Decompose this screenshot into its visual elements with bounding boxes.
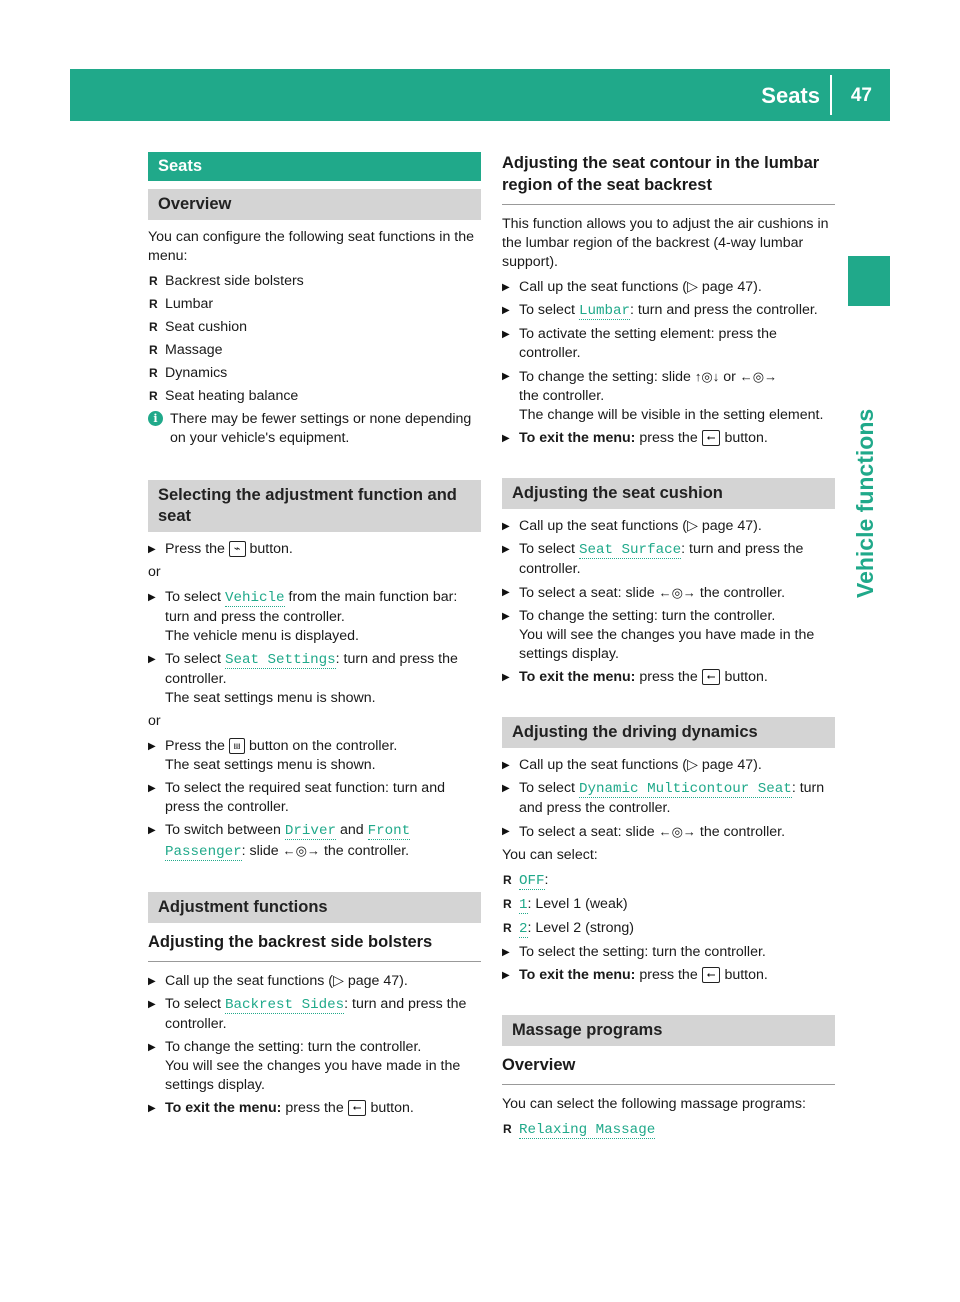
list-item: R OFF:: [502, 871, 835, 891]
chapter-tab: [848, 256, 890, 306]
header-divider: [830, 75, 832, 115]
left-column: [148, 152, 481, 1122]
info-note: [148, 410, 481, 448]
or-text: or: [148, 713, 161, 729]
info-icon: i: [148, 411, 163, 426]
chapter-label: Vehicle functions: [852, 408, 878, 598]
step: ▶ To change the setting: turn the controller. You will see the changes you have made in the settings display.: [502, 607, 835, 664]
step: ▶ To activate the setting element: press the controller.: [502, 325, 835, 363]
driving-dynamics-heading: Adjusting the driving dynamics: [502, 717, 835, 748]
step: ▶ To exit the menu: press the ⭠ button.: [502, 429, 835, 448]
list-item: R 1: Level 1 (weak): [502, 895, 835, 915]
seats-heading: Seats: [148, 152, 481, 181]
step: ▶ To exit the menu: press the ⭠ button.: [502, 966, 835, 985]
list-item: [502, 1120, 835, 1140]
slide-left-right-icon: ←◎→: [658, 824, 696, 839]
step: ▶ To select Backrest Sides: turn and press the controller.: [148, 995, 481, 1034]
menu-item-lumbar: Lumbar: [578, 303, 631, 319]
step: ▶ To select the required seat function: turn and press the controller.: [148, 779, 481, 817]
option-level-1: 1: [519, 897, 528, 913]
bolsters-heading: Adjusting the backrest side bolsters: [148, 931, 481, 962]
right-column: [502, 152, 835, 1144]
select-function-heading: Selecting the adjustment function and seat: [148, 480, 481, 532]
step: ▶ Call up the seat functions (▷ page 47).: [502, 517, 835, 536]
list-item: R Seat cushion: [148, 318, 481, 337]
step: ▶ To select the setting: turn the controller.: [502, 943, 835, 962]
header-bar: [70, 69, 890, 121]
step: ▶ To select Seat Surface: turn and press the controller.: [502, 540, 835, 579]
step: ▶ To select Vehicle from the main function bar: turn and press the controller. The vehicle menu is displayed.: [148, 588, 481, 646]
massage-intro: You can select the following massage programs:: [502, 1096, 806, 1112]
back-icon: ⭠: [702, 430, 721, 446]
slide-left-right-icon: ←◎→: [739, 369, 778, 384]
menu-item-vehicle: Vehicle: [224, 590, 285, 606]
step: ▶ Press the ⌁ button.: [148, 540, 481, 559]
step: ▶ To select Dynamic Multicontour Seat: turn and press the controller.: [502, 779, 835, 818]
adjustment-functions-heading: Adjustment functions: [148, 892, 481, 923]
menu-item-front-passenger: Front Passenger: [165, 823, 411, 860]
slide-up-down-icon: ↑◎↓: [694, 369, 720, 384]
option-level-2: 2: [519, 921, 528, 937]
back-icon: ⭠: [702, 669, 721, 685]
step: ▶ Press the ⩏ button on the controller. The seat settings menu is shown.: [148, 737, 481, 775]
info-note-text: There may be fewer settings or none depending on your vehicle's equipment.: [170, 411, 472, 446]
menu-item-backrest-sides: Backrest Sides: [224, 997, 345, 1013]
step: ▶ To select a seat: slide ←◎→ the controller.: [502, 822, 835, 842]
massage-programs-heading: Massage programs: [502, 1015, 835, 1046]
you-can-select-text: You can select:: [502, 847, 598, 863]
list-item: R Lumbar: [148, 295, 481, 314]
step: ▶ To change the setting: turn the controller. You will see the changes you have made in the settings display.: [148, 1038, 481, 1095]
option-relaxing-massage: Relaxing Massage: [519, 1122, 656, 1138]
lumbar-intro: This function allows you to adjust the air cushions in the lumbar region of the backrest (4-way lumbar support).: [502, 216, 829, 270]
menu-item-dynamic-multicontour-seat: Dynamic Multicontour Seat: [578, 781, 792, 797]
step: ▶ To select Seat Settings: turn and press the controller. The seat settings menu is shown.: [148, 650, 481, 708]
slide-left-right-icon: ←◎→: [282, 843, 320, 858]
step: ▶ Call up the seat functions (▷ page 47).: [148, 972, 481, 991]
or-text: or: [148, 564, 161, 580]
list-item: R Backrest side bolsters: [148, 272, 481, 291]
step: ▶ To select Lumbar: turn and press the controller.: [502, 301, 835, 321]
step: ▶ To switch between Driver and Front Passenger: slide ←◎→ the controller.: [148, 821, 481, 862]
section-title: Seats: [761, 83, 820, 108]
step: ▶ Call up the seat functions (▷ page 47).: [502, 756, 835, 775]
menu-item-seat-surface: Seat Surface: [578, 542, 682, 558]
menu-item-seat-settings: Seat Settings: [224, 652, 336, 668]
list-item: R Seat heating balance: [148, 387, 481, 406]
back-icon: ⭠: [348, 1100, 367, 1116]
menu-item-driver: Driver: [284, 823, 336, 839]
list-item: R Massage: [148, 341, 481, 360]
list-item: R 2: Level 2 (strong): [502, 919, 835, 939]
lumbar-heading: Adjusting the seat contour in the lumbar region of the seat backrest: [502, 152, 835, 205]
seat-cushion-heading: Adjusting the seat cushion: [502, 478, 835, 509]
back-icon: ⭠: [702, 967, 721, 983]
list-item: R Dynamics: [148, 364, 481, 383]
seat-icon: ⩏: [229, 738, 245, 754]
option-off: OFF: [519, 873, 545, 889]
page-number: 47: [850, 85, 872, 106]
step: ▶ To exit the menu: press the ⭠ button.: [502, 668, 835, 687]
step: ▶ Call up the seat functions (▷ page 47).: [502, 278, 835, 297]
slide-left-right-icon: ←◎→: [658, 585, 696, 600]
car-icon: ⌁: [229, 541, 246, 557]
massage-overview-heading: Overview: [502, 1054, 835, 1085]
overview-heading: Overview: [148, 189, 481, 220]
step: ▶ To change the setting: slide ↑◎↓ or ←◎→ the controller. The change will be visible in the setting element.: [502, 367, 835, 425]
step: ▶ To select a seat: slide ←◎→ the controller.: [502, 583, 835, 603]
overview-intro: You can configure the following seat functions in the menu:: [148, 229, 475, 264]
step: ▶ To exit the menu: press the ⭠ button.: [148, 1099, 481, 1118]
